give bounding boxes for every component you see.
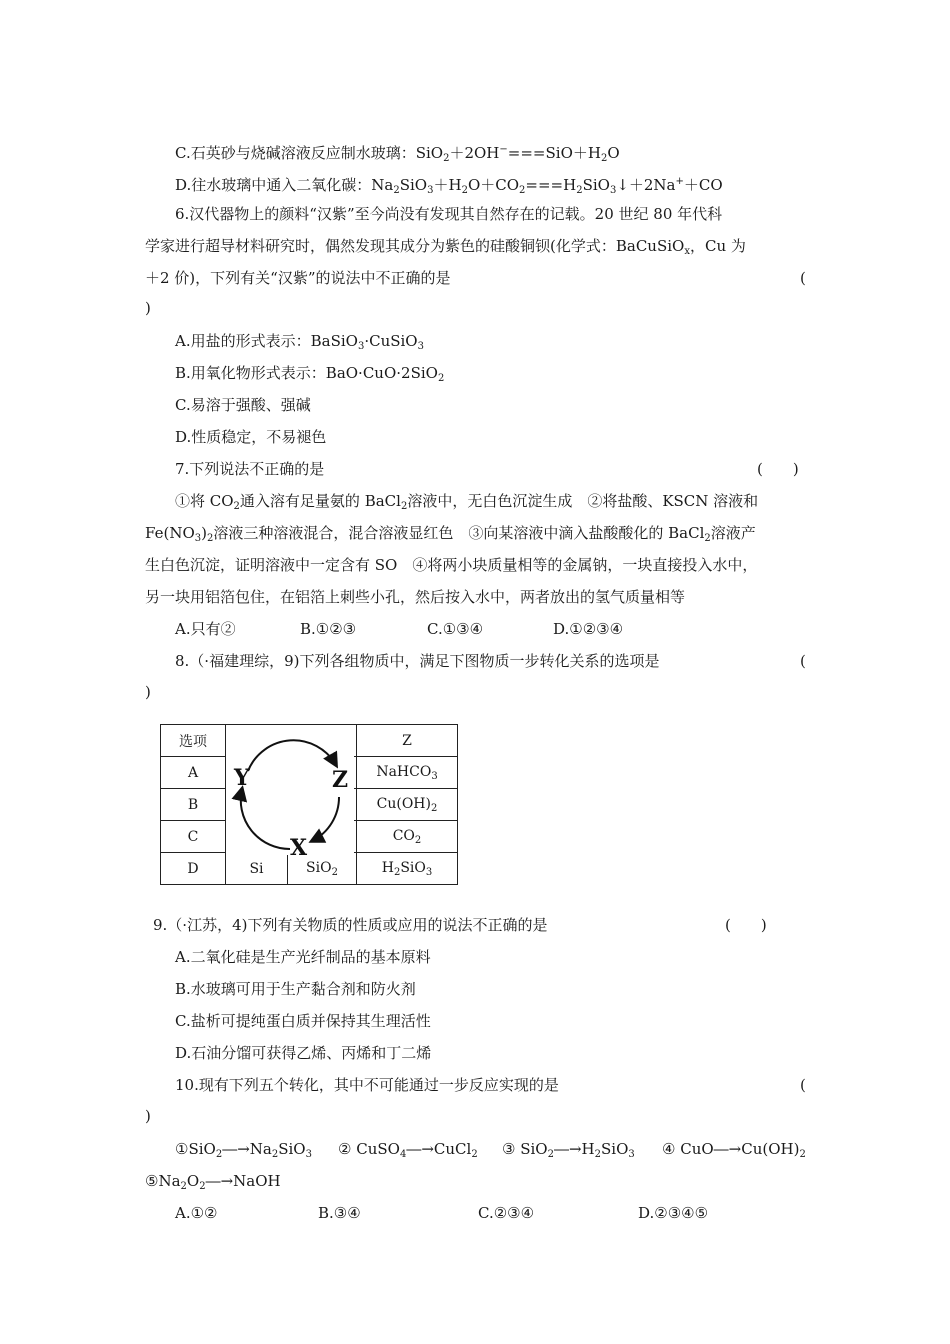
q6-option-a: A.用盐的形式表示：BaSiO$_3$·CuSiO$_3$: [175, 332, 424, 352]
arrow-y-to-z: [248, 740, 336, 771]
table-cell-z: NaHCO$_3$: [357, 757, 458, 789]
table-cell-option: A: [161, 757, 226, 789]
table-header-option: 选项: [161, 725, 226, 757]
q10-option-d: D.②③④⑤: [638, 1204, 709, 1222]
q6-answer-paren-open: (: [800, 269, 806, 287]
node-x: X: [290, 835, 308, 855]
q10-conversion-2: ② CuSO$_4$―→CuCl$_2$: [338, 1140, 478, 1160]
q10-conversion-3: ③ $SiO_2―\to H_2SiO_3$: [502, 1140, 635, 1160]
node-y: Y: [234, 765, 250, 791]
q10-conversion-1: $①SiO_2―\to Na_2SiO_3$: [175, 1140, 312, 1160]
q5-option-d: D.往水玻璃中通入二氧化碳：$Na_2SiO_3+H_2O+CO_2===H_2SiO_3↓+2Na^++CO$: [175, 176, 723, 196]
q6-answer-paren-close: ): [145, 299, 151, 317]
table-cell-option: C: [161, 821, 226, 853]
q10-stem: 10.现有下列五个转化，其中不可能通过一步反应实现的是: [175, 1076, 559, 1094]
table-cell-option: D: [161, 853, 226, 885]
q9-option-b: B.水玻璃可用于生产黏合剂和防火剂: [175, 980, 416, 998]
q7-statement-line1: ①将 $CO_2$通入溶有足量氨的 BaCl$_2$溶液中，无白色沉淀生成 ②将盐酸、KSCN 溶液和: [175, 492, 759, 512]
q9-answer-paren: ( ): [725, 916, 767, 934]
q6-stem-line2: 学家进行超导材料研究时，偶然发现其成分为紫色的硅酸铜钡(化学式：BaCuSiO$_x$，Cu 为: [145, 237, 746, 257]
q10-conversion-4: ④ $CuO―\to Cu(OH)_2$: [662, 1140, 806, 1160]
cycle-diagram-svg: [226, 725, 354, 855]
q9-stem: 9.（·江苏，4)下列有关物质的性质或应用的说法不正确的是: [153, 916, 548, 934]
q7-answer-paren: ( ): [757, 460, 799, 478]
q6-option-d: D.性质稳定，不易褪色: [175, 428, 327, 446]
q6-stem-line3: ＋2 价)，下列有关“汉紫”的说法中不正确的是: [145, 269, 451, 287]
table-cell-y: SiO$_2$: [288, 853, 357, 885]
table-header-z: Z: [357, 725, 458, 757]
table-cell-x: Si: [226, 853, 288, 885]
q10-option-a: A.①②: [175, 1204, 218, 1222]
q5-option-c: C.石英砂与烧碱溶液反应制水玻璃：$SiO_2+2OH^-===SiO+H_2O$: [175, 144, 620, 164]
q7-option-d: D.①②③④: [553, 620, 624, 638]
q8-transformation-diagram: [226, 725, 354, 855]
q7-statement-line2: $Fe(NO_3)_2$溶液三种溶液混合，混合溶液显红色 ③向某溶液中滴入盐酸酸化的 BaCl$_2$溶液产: [145, 524, 756, 544]
q10-conversion-5: $⑤Na_2O_2―\to NaOH$: [145, 1172, 281, 1192]
table-cell-option: B: [161, 789, 226, 821]
q9-option-d: D.石油分馏可获得乙烯、丙烯和丁二烯: [175, 1044, 432, 1062]
q8-stem: 8.（·福建理综，9)下列各组物质中，满足下图物质一步转化关系的选项是: [175, 652, 660, 670]
arrow-z-to-x: [312, 797, 339, 841]
q10-option-c: C.②③④: [478, 1204, 535, 1222]
q6-stem-line1: 6.汉代器物上的颜料“汉紫”至今尚没有发现其自然存在的记载。20 世纪 80 年代科: [175, 205, 723, 223]
table-row: [161, 853, 458, 885]
q7-option-b: B.①②③: [300, 620, 357, 638]
q10-answer-paren-open: (: [800, 1076, 806, 1094]
q7-statement-line4: 另一块用铝箔包住，在铝箔上刺些小孔，然后按入水中，两者放出的氢气质量相等: [145, 588, 686, 606]
q8-answer-paren-open: (: [800, 652, 806, 670]
q9-option-c: C.盐析可提纯蛋白质并保持其生理活性: [175, 1012, 431, 1030]
table-cell-z: $H_2SiO_3$: [357, 853, 458, 885]
q10-answer-paren-close: ): [145, 1107, 151, 1125]
q9-option-a: A.二氧化硅是生产光纤制品的基本原料: [175, 948, 431, 966]
table-cell-z: $Cu(OH)_2$: [357, 789, 458, 821]
q6-option-b: B.用氧化物形式表示：BaO·CuO·2SiO$_2$: [175, 364, 445, 384]
q7-option-a: A.只有②: [175, 620, 236, 638]
q10-option-b: B.③④: [318, 1204, 361, 1222]
q7-stem: 7.下列说法不正确的是: [175, 460, 325, 478]
q6-option-c: C.易溶于强酸、强碱: [175, 396, 311, 414]
q7-statement-line3: 生白色沉淀，证明溶液中一定含有 SO ④将两小块质量相等的金属钠，一块直接投入水中，: [145, 556, 758, 574]
node-z: Z: [332, 767, 349, 793]
arrow-x-to-y: [241, 789, 290, 849]
table-cell-z: $CO_2$: [357, 821, 458, 853]
q7-option-c: C.①③④: [427, 620, 484, 638]
q8-answer-paren-close: ): [145, 683, 151, 701]
